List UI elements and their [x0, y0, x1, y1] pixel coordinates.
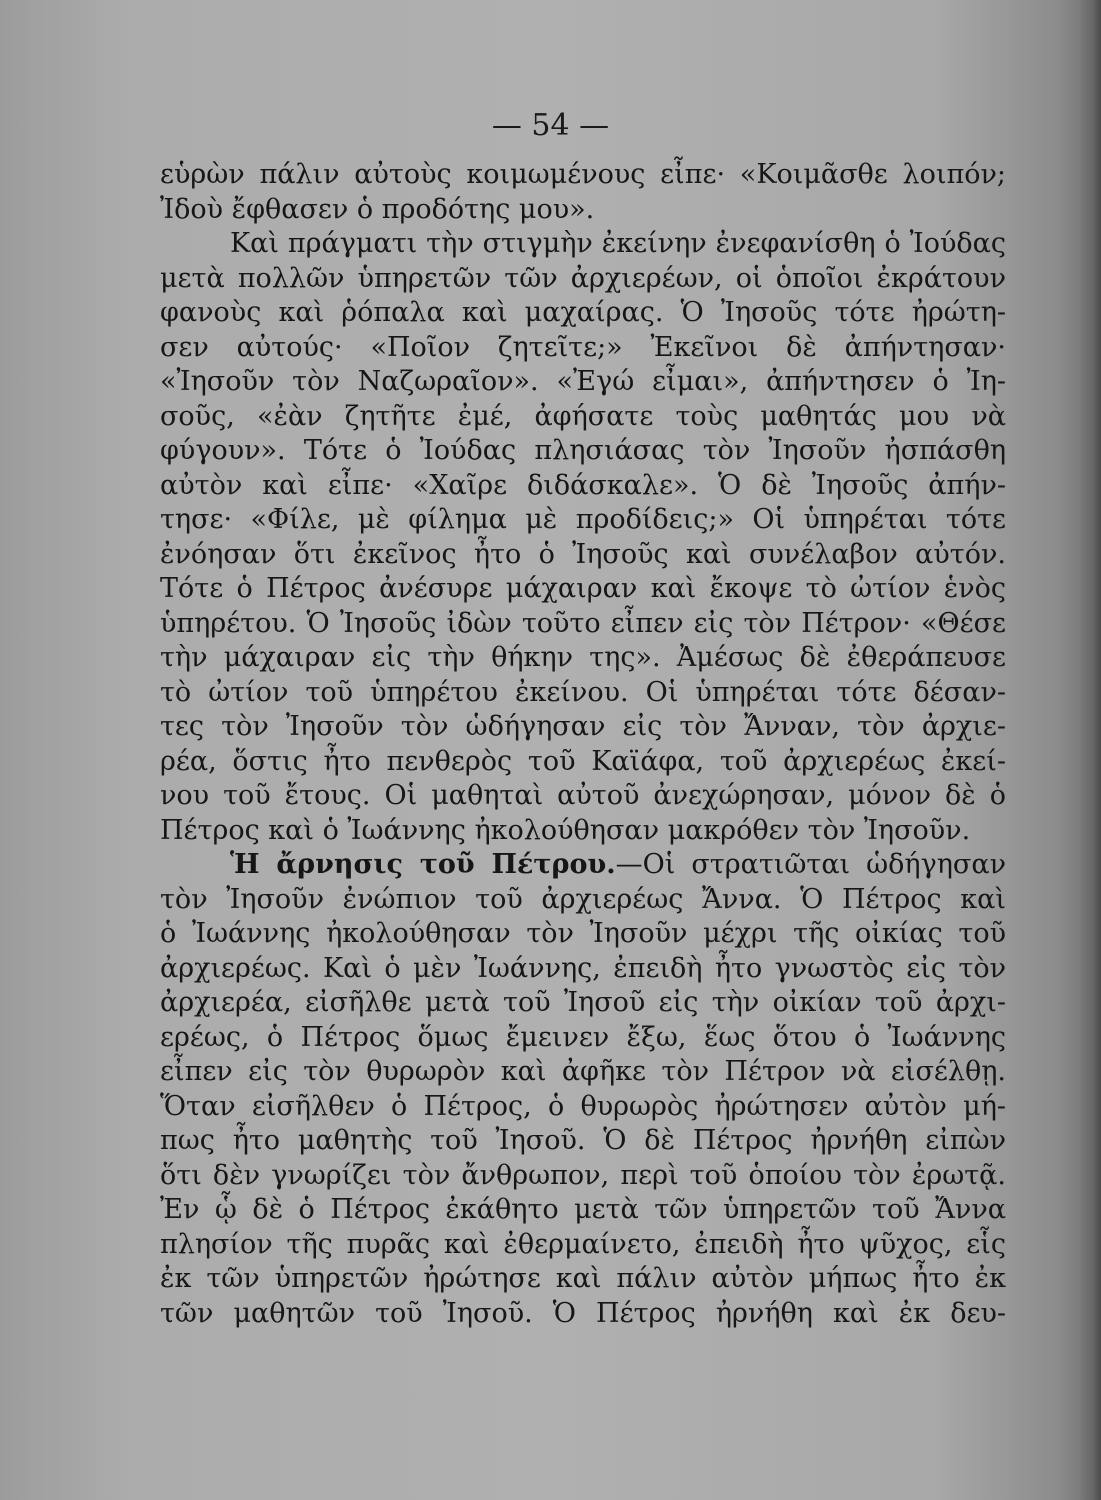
text-line: Ἐν ᾧ δὲ ὁ Πέτρος ἐκάθητο μετὰ τῶν ὑπηρετῶν τοῦ Ἄννα [160, 1194, 1006, 1225]
text-line: αὐτὸν καὶ εἶπε· «Χαῖρε διδάσκαλε». Ὁ δὲ Ἰησοῦς ἀπήν- [160, 469, 1006, 501]
text-line: πλησίον τῆς πυρᾶς καὶ ἐθερμαίνετο, ἐπειδὴ ἦτο ψῦχος, εἷς [160, 1228, 1006, 1260]
text-line: τὸν Ἰησοῦν ἐνώπιον τοῦ ἀρχιερέως Ἄννα. Ὁ Πέτρος καὶ [160, 883, 1006, 915]
text-line: μετὰ πολλῶν ὑπηρετῶν τῶν ἀρχιερέων, οἱ ὁποῖοι ἐκράτουν [160, 262, 1006, 294]
text-line: νου τοῦ ἔτους. Οἱ μαθηταὶ αὐτοῦ ἀνεχώρησαν, μόνον δὲ ὁ [160, 780, 1006, 811]
text-line: ἀρχιερέως. Καὶ ὁ μὲν Ἰωάννης, ἐπειδὴ ἦτο γνωστὸς εἰς τὸν [160, 952, 1006, 984]
text-line: Καὶ πράγματι τὴν στιγμὴν ἐκείνην ἐνεφανίσθη ὁ Ἰούδας [230, 228, 1006, 259]
text-line: Τότε ὁ Πέτρος ἀνέσυρε μάχαιραν καὶ ἔκοψε τὸ ὠτίον ἑνὸς [160, 573, 1006, 604]
text-line: εἶπεν εἰς τὸν θυρωρὸν καὶ ἀφῆκε τὸν Πέτρον νὰ εἰσέλθῃ. [160, 1056, 1006, 1087]
page-number: — 54 — [491, 108, 610, 143]
text-line: ὑπηρέτου. Ὁ Ἰησοῦς ἰδὼν τοῦτο εἶπεν εἰς τὸν Πέτρον· «Θέσε [160, 607, 1006, 639]
text-line: ἐκ τῶν ὑπηρετῶν ἠρώτησε καὶ πάλιν αὐτὸν μήπως ἦτο ἐκ [160, 1263, 1006, 1294]
section-heading: Ἡ ἄρνησις τοῦ Πέτρου. [230, 849, 616, 880]
text-line: ὁ Ἰωάννης ἠκολούθησαν τὸν Ἰησοῦν μέχρι τῆς οἰκίας τοῦ [160, 918, 1006, 949]
section-heading-line [160, 848, 1006, 883]
page-edge-shadow [1079, 0, 1101, 1500]
text-line: τὸ ὠτίον τοῦ ὑπηρέτου ἐκείνου. Οἱ ὑπηρέται τότε δέσαν- [160, 676, 1006, 708]
text-line: ερέως, ὁ Πέτρος ὅμως ἔμεινεν ἔξω, ἕως ὅτου ὁ Ἰωάννης [160, 1021, 1006, 1053]
body-text [160, 158, 1006, 1331]
text-line: φύγουν». Τότε ὁ Ἰούδας πλησιάσας τὸν Ἰησοῦν ἠσπάσθη [160, 435, 1006, 466]
text-line: τησε· «Φίλε, μὲ φίλημα μὲ προδίδεις;» Οἱ ὑπηρέται τότε [160, 504, 1006, 535]
text-line: ρέα, ὅστις ἦτο πενθερὸς τοῦ Καϊάφα, τοῦ ἀρχιερέως ἐκεί- [160, 745, 1006, 777]
text-line: τὴν μάχαιραν εἰς τὴν θήκην της». Ἀμέσως δὲ ἐθεράπευσε [160, 642, 1006, 673]
text-line: Ἰδοὺ ἔφθασεν ὁ προδότης μου». [160, 193, 595, 225]
text-line: ἀρχιερέα, εἰσῆλθε μετὰ τοῦ Ἰησοῦ εἰς τὴν οἰκίαν τοῦ ἀρχι- [160, 987, 1006, 1018]
text-line: σεν αὐτούς· «Ποῖον ζητεῖτε;» Ἐκεῖνοι δὲ ἀπήντησαν· [160, 331, 1006, 363]
text-line: Πέτρος καὶ ὁ Ἰωάννης ἠκολούθησαν μακρόθεν τὸν Ἰησοῦν. [160, 814, 971, 846]
text-line: πως ἦτο μαθητὴς τοῦ Ἰησοῦ. Ὁ δὲ Πέτρος ἠρνήθη εἰπὼν [160, 1125, 1006, 1156]
text-line: φανοὺς καὶ ῥόπαλα καὶ μαχαίρας. Ὁ Ἰησοῦς τότε ἠρώτη- [160, 297, 1006, 328]
text-line: «Ἰησοῦν τὸν Ναζωραῖον». «Ἐγώ εἶμαι», ἀπήντησεν ὁ Ἰη- [160, 366, 1006, 397]
text-line: σοῦς, «ἐὰν ζητῆτε ἐμέ, ἀφήσατε τοὺς μαθητάς μου νὰ [160, 400, 1006, 432]
text-line: ἐνόησαν ὅτι ἐκεῖνος ἦτο ὁ Ἰησοῦς καὶ συνέλαβον αὐτόν. [160, 538, 1006, 570]
text-line: Ὅταν εἰσῆλθεν ὁ Πέτρος, ὁ θυρωρὸς ἠρώτησεν αὐτὸν μή- [160, 1090, 1006, 1122]
text-line: τες τὸν Ἰησοῦν τὸν ὡδήγησαν εἰς τὸν Ἄνναν, τὸν ἀρχιε- [160, 711, 1006, 742]
text-line: τῶν μαθητῶν τοῦ Ἰησοῦ. Ὁ Πέτρος ἠρνήθη καὶ ἐκ δευ- [160, 1297, 1006, 1329]
text-line: εὑρὼν πάλιν αὐτοὺς κοιμωμένους εἶπε· «Κοιμᾶσθε λοιπόν; [160, 159, 1006, 190]
heading-continuation: —Οἱ στρατιῶται ὡδήγησαν [615, 849, 1006, 880]
text-line: ὅτι δὲν γνωρίζει τὸν ἄνθρωπον, περὶ τοῦ ὁποίου τὸν ἐρωτᾷ. [160, 1159, 1006, 1191]
